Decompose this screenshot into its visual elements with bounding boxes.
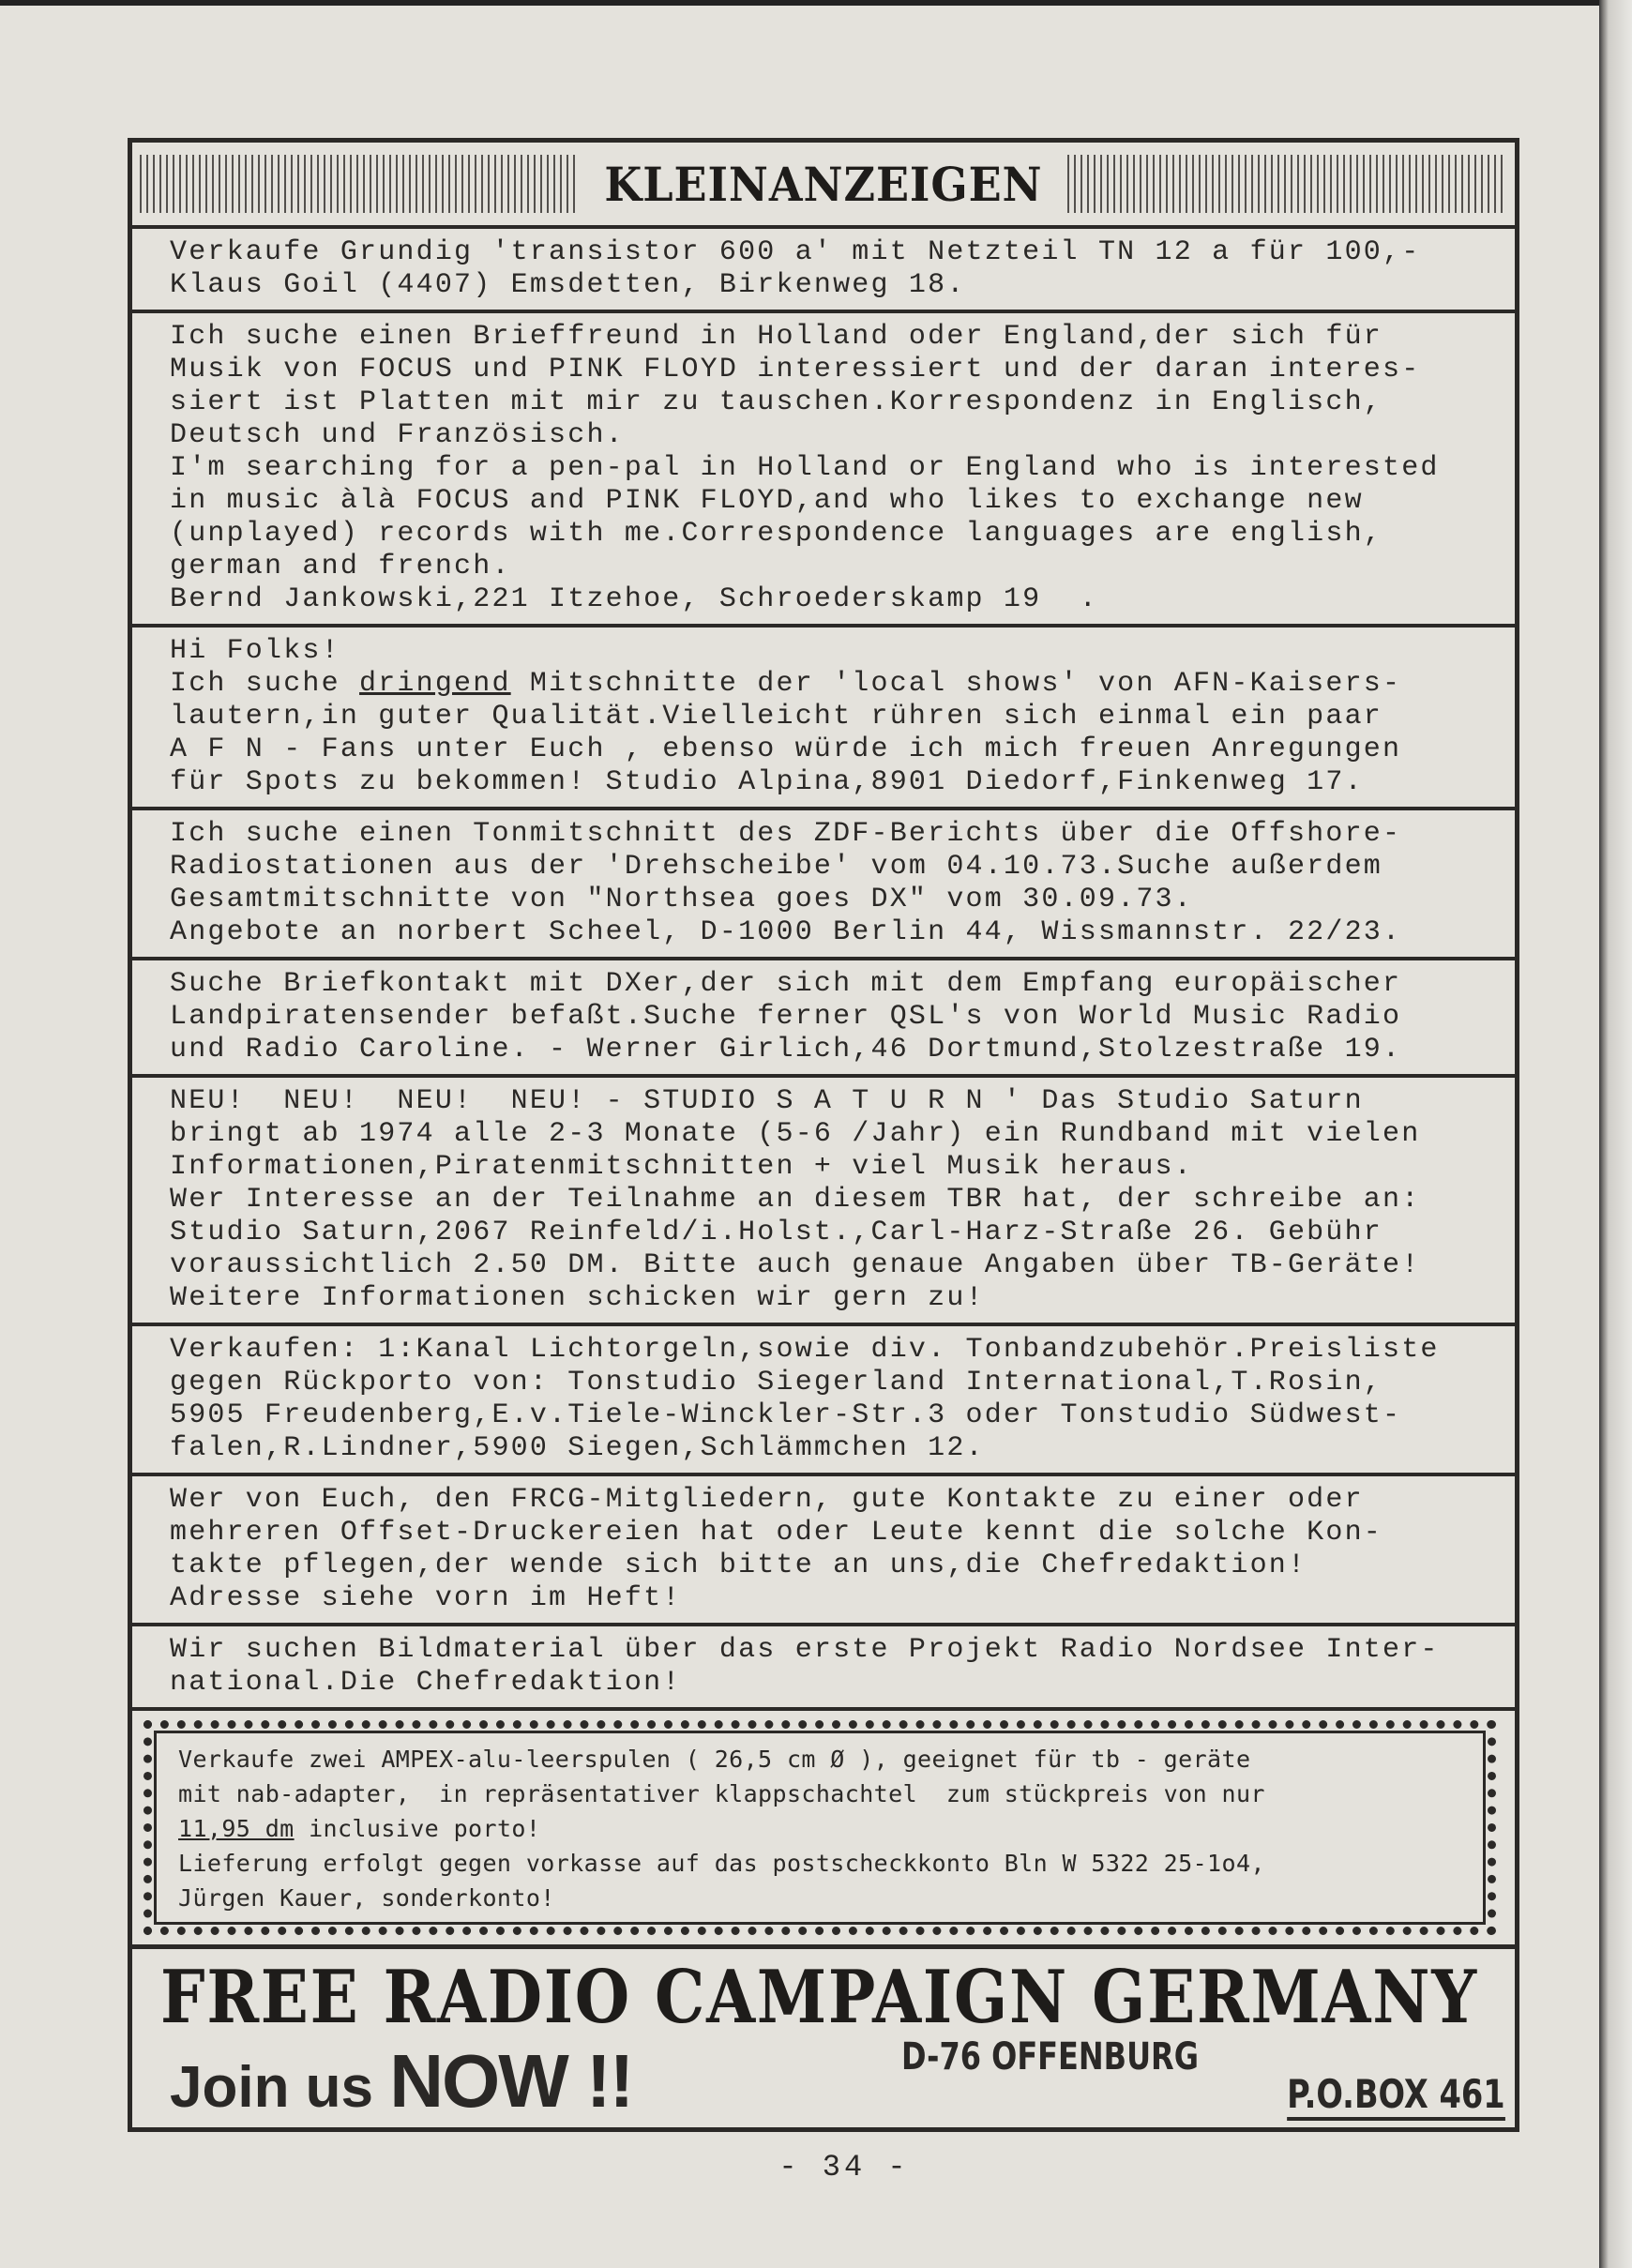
frcg-banner [132,1944,1515,2127]
ad-line: Informationen,Piratenmitschnitten + viel Musik heraus. [170,1151,1193,1183]
ad-line [178,1811,1471,1846]
ad-line: falen,R.Lindner,5900 Siegen,Schlämmchen 12. [170,1432,985,1464]
classifieds-title: KLEINANZEIGEN [604,156,1043,212]
ad-line: Angebote an norbert Scheel, D-1000 Berlin 44, Wissmannstr. 22/23. [170,916,1402,948]
classified-ad [132,229,1515,313]
boxed-ad-text [178,1742,1471,1915]
frcg-title: FREE RADIO CAMPAIGN GERMANY [160,1955,1478,2040]
classified-ad [132,1326,1515,1476]
classified-ad [132,1078,1515,1326]
boxed-ad [144,1720,1496,1935]
ad-line: in music àlà FOCUS and PINK FLOYD,and who likes to exchange new [170,485,1364,517]
ad-line: mit nab-adapter, in repräsentativer klappschachtel zum stückpreis von nur [178,1780,1265,1807]
classifieds-frame [128,138,1519,2132]
ad-line: I'm searching for a pen-pal in Holland or England who is interested [170,452,1440,484]
ad-line: Verkaufe Grundig 'transistor 600 a' mit Netzteil TN 12 a für 100,- [170,236,1421,268]
ad-line: Verkaufen: 1:Kanal Lichtorgeln,sowie div. Tonbandzubehör.Preisliste [170,1334,1440,1366]
ad-line: Verkaufe zwei AMPEX-alu-leerspulen ( 26,5 cm Ø ), geeignet für tb - geräte [178,1746,1251,1773]
ad-line: A F N - Fans unter Euch , ebenso würde ich mich freuen Anregungen [170,733,1402,765]
decorative-pattern-right [1067,155,1507,213]
ad-line [170,668,1496,701]
ad-line: Ich suche einen Brieffreund in Holland oder England,der sich für [170,321,1383,353]
ad-line: Gesamtmitschnitte von "Northsea goes DX" vom 30.09.73. [170,884,1193,915]
ad-line: Landpiratensender befaßt.Suche ferner QSL's von World Music Radio [170,1001,1402,1033]
ad-line: Radiostationen aus der 'Drehscheibe' vom 04.10.73.Suche außerdem [170,851,1383,883]
ad-line: takte pflegen,der wende sich bitte an uns,die Chefredaktion! [170,1550,1307,1581]
ad-line: siert ist Platten mit mir zu tauschen.Korrespondenz in Englisch, [170,386,1383,418]
now-text: NOW !! [389,2039,633,2123]
ad-line: Deutsch und Französisch. [170,419,625,451]
address-city: D-76 OFFENBURG [901,2035,1199,2079]
ad-line: NEU! NEU! NEU! NEU! - STUDIO S A T U R N ' Das Studio Saturn [170,1085,1364,1117]
page-number: - 34 - [778,2150,910,2185]
ad-line: Ich suche einen Tonmitschnitt des ZDF-Berichts über die Offshore- [170,818,1402,850]
ad-line: Wer Interesse an der Teilnahme an diesem TBR hat, der schreibe an: [170,1184,1421,1216]
ad-line: Hi Folks! [170,635,340,667]
underlined-text: dringend [359,668,511,700]
decorative-pattern-left [140,155,580,213]
ad-line: bringt ab 1974 alle 2-3 Monate (5-6 /Jahr) ein Rundband mit vielen [170,1118,1421,1150]
ad-line: national.Die Chefredaktion! [170,1667,682,1699]
ad-line: und Radio Caroline. - Werner Girlich,46 Dortmund,Stolzestraße 19. [170,1034,1402,1066]
ad-line: Adresse siehe vorn im Heft! [170,1582,682,1614]
ad-line: 5905 Freudenberg,E.v.Tiele-Winckler-Str.3 oder Tonstudio Südwest- [170,1399,1402,1431]
ad-line: Klaus Goil (4407) Emsdetten, Birkenweg 18. [170,269,966,301]
ad-line: Wer von Euch, den FRCG-Mitgliedern, gute Kontakte zu einer oder [170,1484,1364,1516]
text-segment: Ich suche [170,668,360,700]
ad-line: Studio Saturn,2067 Reinfeld/i.Holst.,Carl-Harz-Straße 26. Gebühr [170,1217,1383,1248]
join-slogan [170,2038,632,2124]
ad-line: Weitere Informationen schicken wir gern zu! [170,1282,985,1314]
ad-line: Lieferung erfolgt gegen vorkasse auf das postscheckkonto Bln W 5322 25-1o4, [178,1850,1265,1877]
ad-line: Musik von FOCUS und PINK FLOYD interessiert und der daran interes- [170,354,1421,386]
ad-line: gegen Rückporto von: Tonstudio Siegerland International,T.Rosin, [170,1367,1383,1399]
page-fold-edge [1599,0,1632,2268]
ads-list [132,229,1515,1711]
join-text: Join us [170,2055,374,2120]
ad-line: lautern,in guter Qualität.Vielleicht rühren sich einmal ein paar [170,701,1383,733]
scan-top-edge [0,0,1632,6]
text-segment: inclusive porto! [294,1815,541,1842]
ad-line: (unplayed) records with me.Correspondence languages are english, [170,518,1383,550]
ad-line: Bernd Jankowski,221 Itzehoe, Schroederskamp 19 . [170,583,1098,615]
classifieds-header [132,143,1515,229]
classified-ad [132,313,1515,627]
classified-ad [132,1476,1515,1626]
classified-ad [132,810,1515,960]
address-po-box: P.O.BOX 461 [1287,2071,1505,2121]
ad-line: für Spots zu bekommen! Studio Alpina,8901 Diedorf,Finkenweg 17. [170,766,1364,798]
ad-line: voraussichtlich 2.50 DM. Bitte auch genaue Angaben über TB-Geräte! [170,1249,1421,1281]
ad-line: Wir suchen Bildmaterial über das erste Projekt Radio Nordsee Inter- [170,1634,1440,1666]
ad-line: german and french. [170,551,511,582]
classified-ad [132,1626,1515,1711]
text-segment: Mitschnitte der 'local shows' von AFN-Kaisers- [510,668,1402,700]
classified-ad [132,960,1515,1078]
underlined-text: 11,95 dm [178,1815,295,1842]
ad-line: Suche Briefkontakt mit DXer,der sich mit dem Empfang europäischer [170,968,1402,1000]
ad-line: Jürgen Kauer, sonderkonto! [178,1884,555,1912]
ad-line: mehreren Offset-Druckereien hat oder Leute kennt die solche Kon- [170,1517,1383,1549]
classified-ad [132,627,1515,810]
